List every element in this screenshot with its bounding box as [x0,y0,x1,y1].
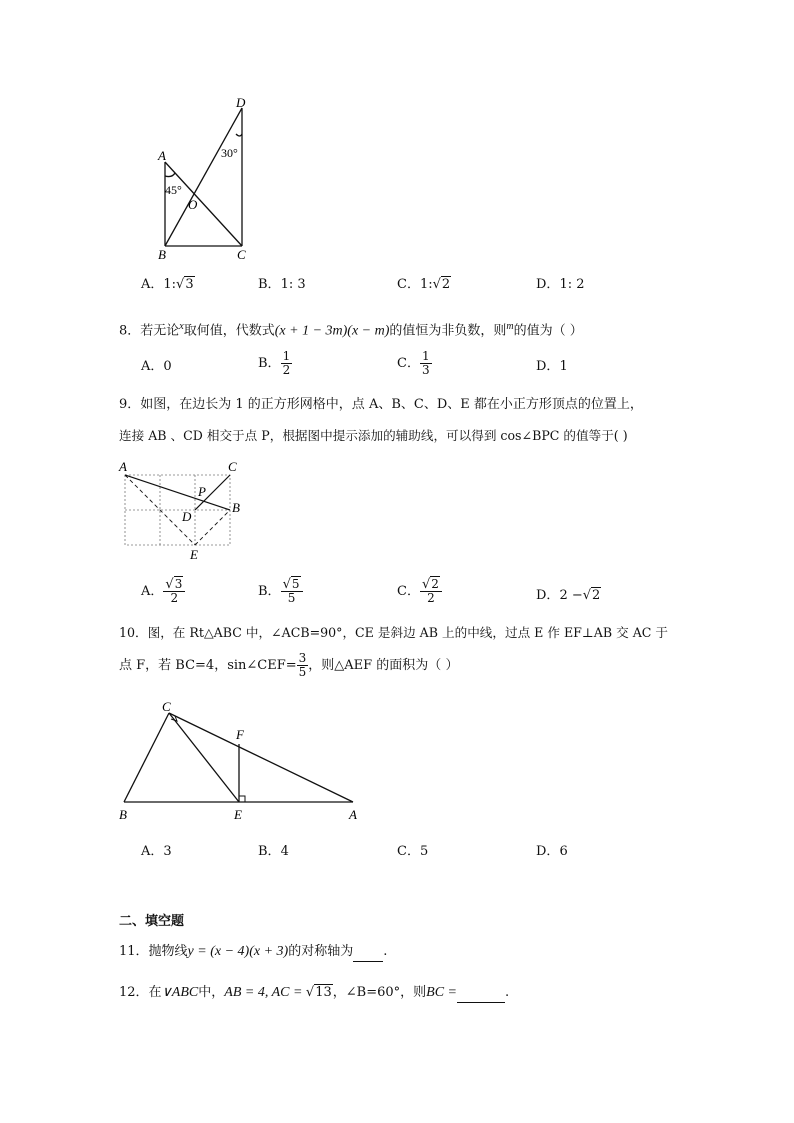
q10-label-F: F [236,727,244,742]
q8-option-a: A．0 [141,359,172,374]
q7-segment-BD [165,108,242,246]
q7-angle-45: 45° [165,183,182,197]
q8-option-c: C． $\frac{1}{3}$ [397,349,430,377]
q8-option-b: B． $\frac{1}{2}$ [258,349,291,377]
q7-option-b: B．1: 3 [258,277,306,292]
q7-option-c: C．1:√2 [397,277,451,292]
q7-angle-30: 30° [221,146,238,160]
q10-label-C: C [162,699,171,714]
q10-right-angle-e [239,796,245,802]
q9-grid [125,475,230,545]
q7-option-d: D．1: 2 [536,277,585,292]
q9-question-line2: 连接 AB 、CD 相交于点 P，根据图中提示添加的辅助线，可以得到 cos∠BPC 的值等于( ) [119,428,628,443]
q10-segment-CA [169,713,353,802]
q11-question: 11．抛物线y = (x − 4)(x + 3)的对称轴为 . [119,943,387,962]
q10-label-A: A [349,807,357,822]
q10-option-d: D．6 [536,844,568,859]
q10-label-B: B [119,807,127,822]
q8-question: 8．若无论$^x$取何值，代数式(x + 1 − 3m)(x − m)的值恒为非负数，则$^m$的值为（ ） [119,321,583,339]
q7-label-D: D [236,96,246,110]
q10-figure [112,695,372,827]
q7-option-a: A．1:√3 [141,277,194,292]
q9-label-C: C [228,459,237,474]
q9-segment-AB [125,475,230,510]
q10-option-c: C．5 [397,844,429,859]
q12-answer-blank[interactable] [457,984,505,1003]
q7-label-O: O [188,197,198,212]
q7-angle-arc-a [165,173,175,177]
q9-figure [115,430,255,565]
q9-helper-EB [195,510,230,545]
q10-question-line2: 点 F，若 BC=4，sin∠CEF= $\frac{3}{5}$ ，则△AEF 的面积为（ ） [119,651,459,679]
q7-label-B: B [158,247,166,262]
q7-figure [150,96,270,266]
q9-option-c: C． $\frac{√2}{2}$ [397,578,442,605]
q9-question-line1: 9．如图，在边长为 1 的正方形网格中，点 A、B、C、D、E 都在小正方形顶点的位置上， [119,397,643,412]
q9-label-B: B [232,500,240,515]
q9-label-D: D [182,509,192,524]
q10-segment-CE [169,713,239,802]
q10-segment-BC [124,713,169,802]
q12-question: 12．在∨ABC中，AB = 4, AC = √13，∠B=60°，则BC = . [119,984,509,1003]
q11-answer-blank[interactable] [353,943,383,962]
q7-segment-AC [165,162,242,246]
q10-question-line1: 10．图，在 Rt△ABC 中，∠ACB=90°，CE 是斜边 AB 上的中线，过点 E 作 EF⊥AB 交 AC 于 [119,625,669,640]
q9-label-P: P [198,484,206,499]
q10-option-b: B．4 [258,844,289,859]
q9-option-a: A． $\frac{√3}{2}$ [141,578,185,605]
q10-label-E: E [234,807,242,822]
q10-option-a: A．3 [141,844,172,859]
q7-label-C: C [237,247,246,262]
q9-label-E: E [190,547,198,562]
q9-option-b: B． $\frac{√5}{5}$ [258,578,303,605]
q7-label-A: A [158,148,166,163]
q8-option-d: D．1 [536,359,568,374]
section-title-fill-in: 二、填空题 [119,914,185,929]
q9-option-d: D．2 −√2 [536,588,601,603]
q9-label-A: A [119,459,127,474]
q7-angle-arc-d [236,134,242,136]
